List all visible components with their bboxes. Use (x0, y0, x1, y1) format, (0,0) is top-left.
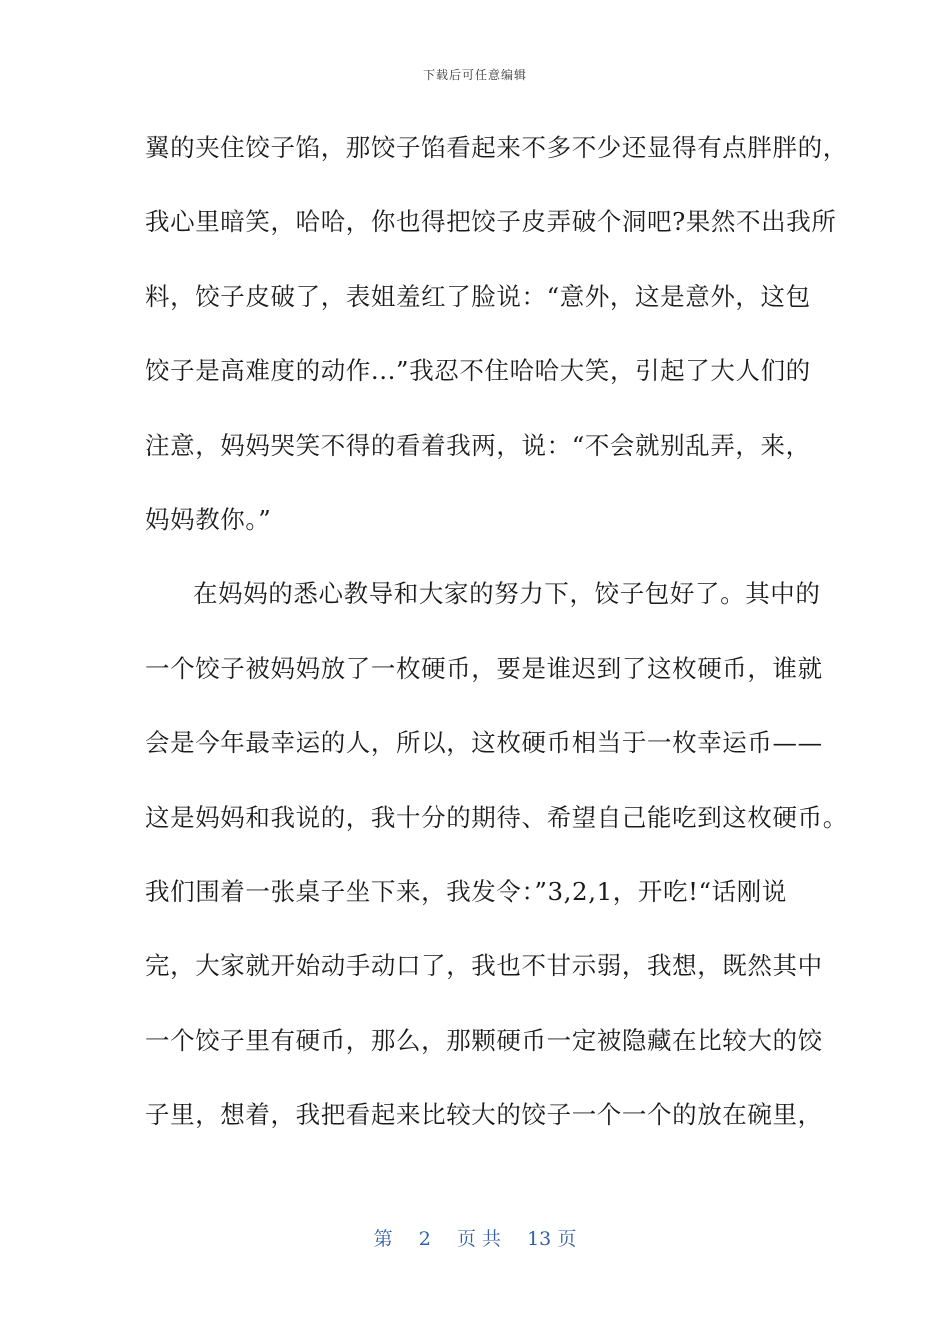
page-number-prefix: 第 (373, 1228, 393, 1250)
text-line: 料，饺子皮破了，表姐羞红了脸说：“意外，这是意外，这包 (145, 281, 811, 311)
document-body (145, 118, 848, 1159)
text-line: 我们围着一张桌子坐下来，我发令：”3,2,1，开吃!“话刚说 (145, 876, 787, 906)
page-number-middle: 页 共 (456, 1228, 501, 1250)
text-line: 子里，想着，我把看起来比较大的饺子一个一个的放在碗里， (145, 1100, 823, 1130)
page-header-note: 下载后可任意编辑 (422, 68, 527, 82)
paragraph-start-line: 在妈妈的悉心教导和大家的努力下，饺子包好了。其中的 (193, 579, 821, 609)
page-number-current: 2 (418, 1228, 431, 1250)
page-number-total: 13 (527, 1228, 552, 1250)
page-number-suffix: 页 (557, 1228, 577, 1250)
text-line: 一个饺子里有硬币，那么，那颗硬币一定被隐藏在比较大的饺 (145, 1025, 823, 1055)
text-line: 这是妈妈和我说的，我十分的期待、希望自己能吃到这枚硬币。 (145, 802, 848, 832)
page-number-footer (0, 1224, 950, 1251)
text-line: 注意，妈妈哭笑不得的看着我两，说：“不会就别乱弄，来， (145, 430, 811, 460)
text-line: 翼的夹住饺子馅，那饺子馅看起来不多不少还显得有点胖胖的， (145, 133, 848, 162)
text-line: 会是今年最幸运的人，所以，这枚硬币相当于一枚幸运币—— (145, 728, 823, 758)
text-line: 饺子是高难度的动作...”我忍不住哈哈大笑，引起了大人们的 (145, 356, 811, 386)
text-line: 我心里暗笑，哈哈，你也得把饺子皮弄破个洞吧?果然不出我所 (145, 207, 837, 237)
text-line: 一个饺子被妈妈放了一枚硬币，要是谁迟到了这枚硬币，谁就 (145, 653, 823, 683)
text-line: 完，大家就开始动手动口了，我也不甘示弱，我想，既然其中 (145, 951, 823, 981)
text-line: 妈妈教你。” (145, 504, 272, 534)
